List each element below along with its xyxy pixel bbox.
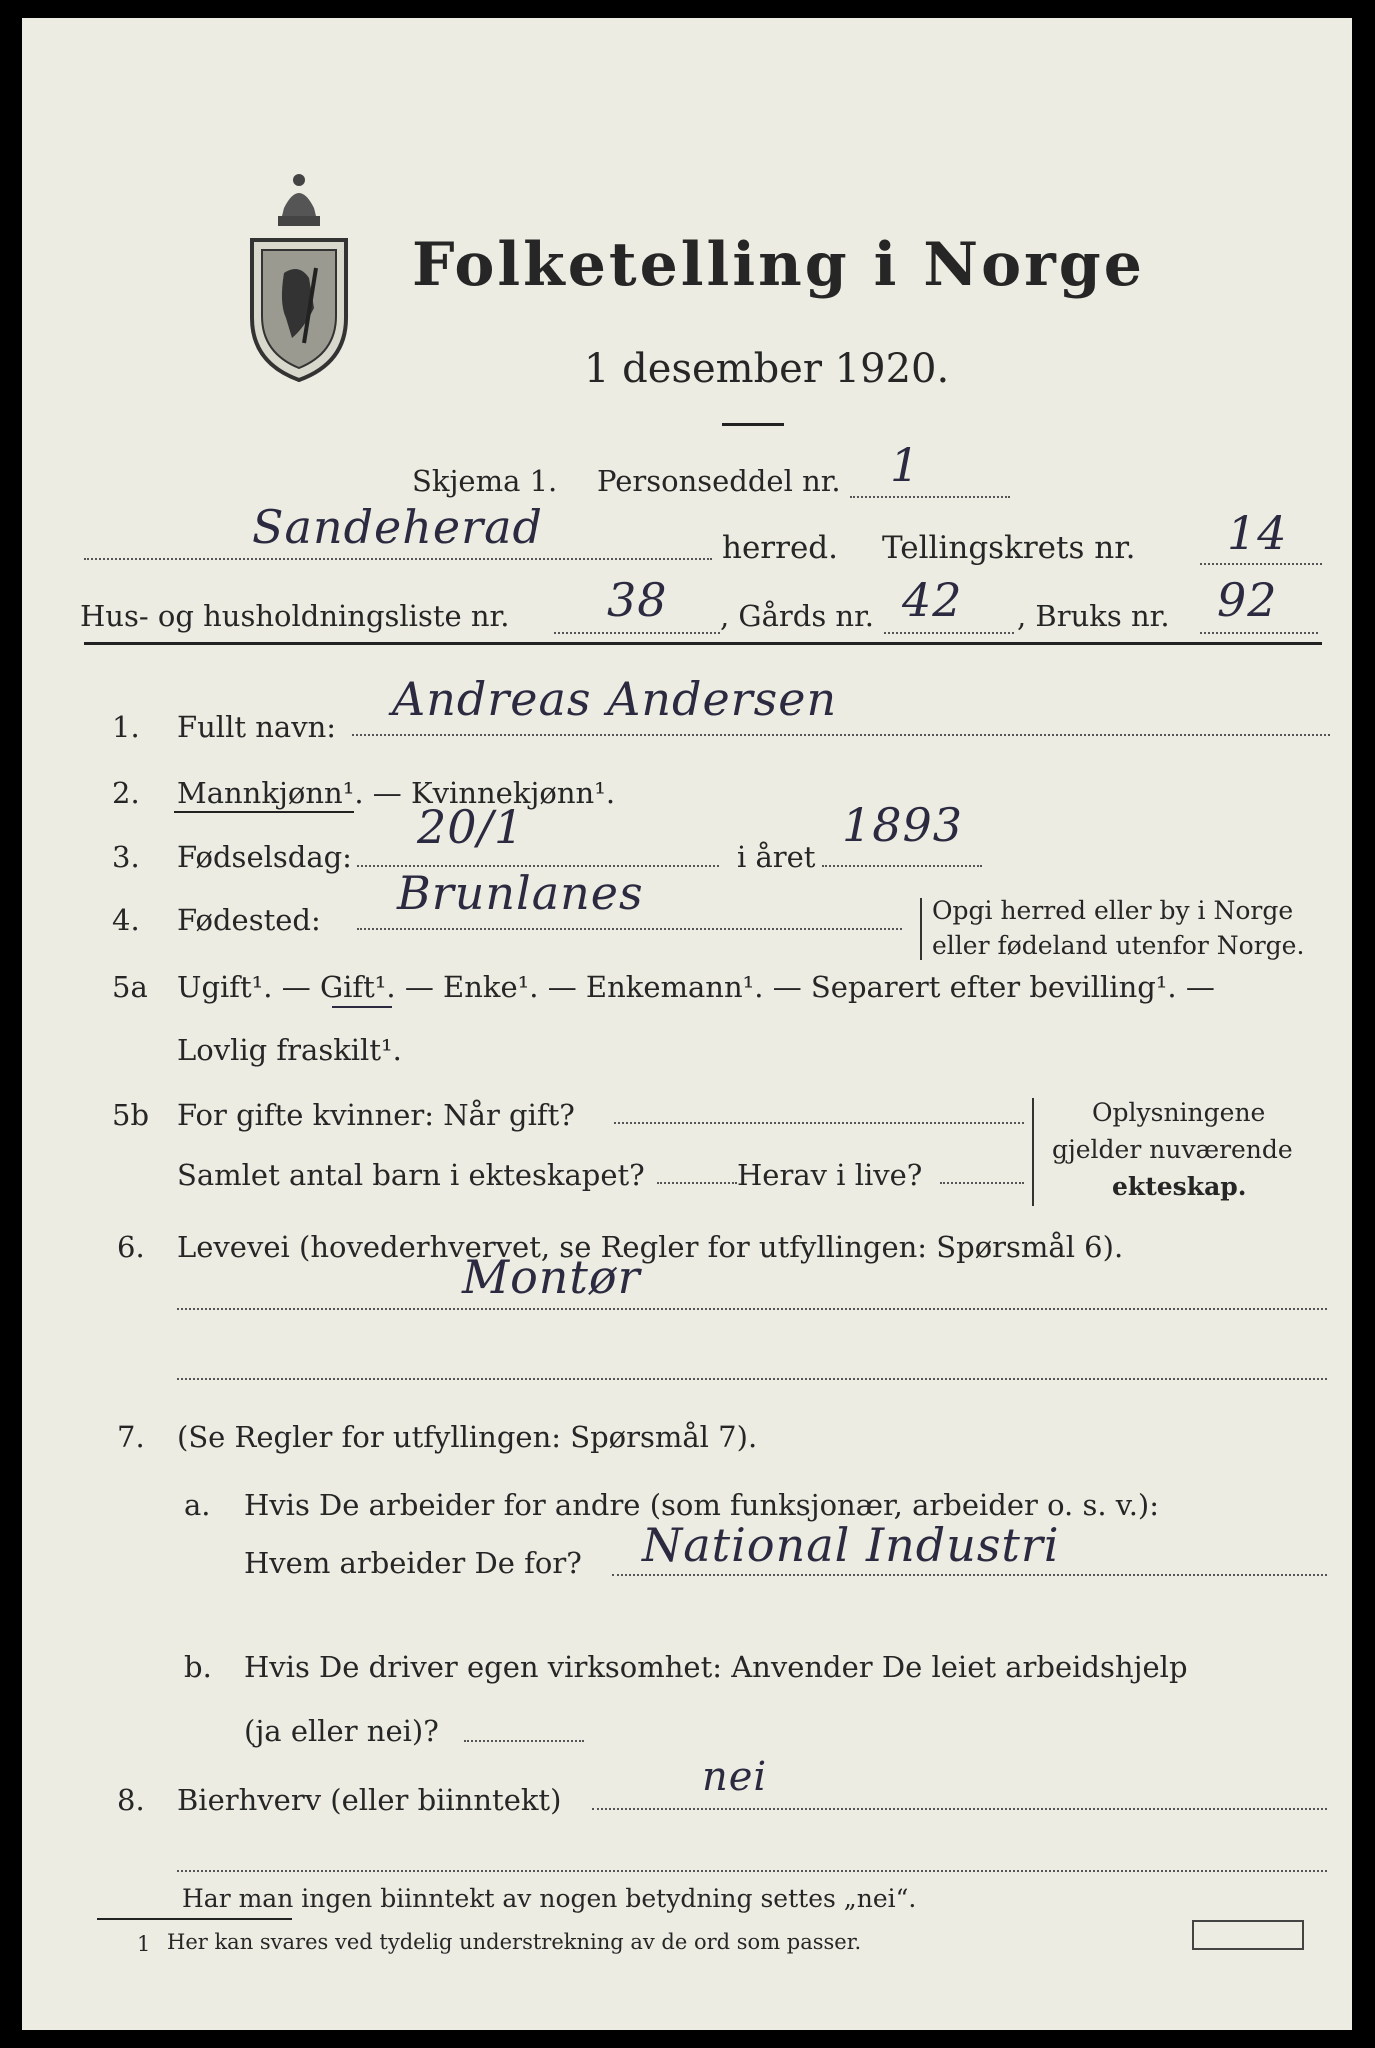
q7a-line [612, 1574, 1327, 1576]
q5b-line1: For gifte kvinner: Når gift? [177, 1098, 575, 1132]
tellingskrets-line [1200, 563, 1322, 565]
q8-value[interactable]: nei [702, 1754, 768, 1800]
q2-number: 2. [112, 776, 140, 810]
q6-line2 [177, 1378, 1327, 1380]
form-title: Folketelling i Norge [412, 230, 1145, 300]
q4-number: 4. [112, 903, 140, 937]
q7a-letter: a. [184, 1488, 211, 1522]
title-divider [722, 423, 784, 426]
herred-label: herred. [722, 530, 838, 566]
q4-note-line1: Opgi herred eller by i Norge [932, 896, 1294, 925]
q4-note-bracket [920, 898, 922, 960]
q3-year-label: i året [737, 840, 816, 874]
q5b-line1-dots [614, 1122, 1024, 1124]
q5b-note-bracket [1032, 1098, 1034, 1206]
census-date: 1 desember 1920. [584, 346, 950, 392]
header-divider [84, 642, 1322, 645]
q4-label: Fødested: [177, 903, 321, 937]
footnote-divider [97, 1918, 292, 1920]
q8-line1 [592, 1808, 1327, 1810]
q7b-line1: Hvis De driver egen virksomhet: Anvender De leiet arbeidshjelp [244, 1650, 1188, 1684]
census-form [22, 18, 1352, 2030]
q7-number: 7. [117, 1420, 145, 1454]
husliste-value[interactable]: 38 [607, 573, 668, 627]
q5b-note-line2: gjelder nuværende [1052, 1135, 1293, 1164]
q5a-line1: Ugift¹. — Gift¹. — Enke¹. — Enkemann¹. — Separert efter bevilling¹. — [177, 970, 1215, 1004]
gards-value[interactable]: 42 [902, 573, 963, 627]
gards-label: , Gårds nr. [720, 599, 874, 633]
q3-value[interactable]: 20/1 [417, 800, 525, 854]
gards-line [884, 632, 1014, 634]
q2-label: Mannkjønn¹. — Kvinnekjønn¹. [177, 776, 616, 810]
skjema-label: Skjema 1. [412, 464, 558, 498]
q7a-line1: Hvis De arbeider for andre (som funksjonær, arbeider o. s. v.): [244, 1488, 1160, 1522]
tellingskrets-value[interactable]: 14 [1227, 506, 1288, 560]
q8-note: Har man ingen biinntekt av nogen betydning settes „nei“. [182, 1884, 917, 1913]
footnote-marker: 1 [137, 1932, 151, 1956]
q5b-line2: Samlet antal barn i ekteskapet? [177, 1158, 645, 1192]
footnote-text: Her kan svares ved tydelig understrekning av de ord som passer. [167, 1930, 862, 1954]
q1-label: Fullt navn: [177, 710, 337, 744]
q6-label: Levevei (hovederhvervet, se Regler for utfyllingen: Spørsmål 6). [177, 1230, 1124, 1264]
q3-year-line [822, 865, 982, 867]
q4-value[interactable]: Brunlanes [397, 866, 644, 920]
q4-note-line2: eller fødeland utenfor Norge. [932, 931, 1305, 960]
q1-number: 1. [112, 710, 140, 744]
q1-line [352, 734, 1330, 736]
q6-value[interactable]: Montør [462, 1250, 641, 1304]
q8-label: Bierhverv (eller biinntekt) [177, 1783, 562, 1817]
q7a-value[interactable]: National Industri [642, 1518, 1060, 1572]
bruks-label: , Bruks nr. [1017, 599, 1170, 633]
personseddel-value[interactable]: 1 [890, 438, 921, 492]
q3-number: 3. [112, 840, 140, 874]
q5b-line2b: Herav i live? [737, 1158, 923, 1192]
q6-line1 [177, 1308, 1327, 1310]
herred-line [84, 558, 712, 560]
q5a-number: 5a [112, 970, 148, 1004]
q5b-note-line1: Oplysningene [1092, 1098, 1266, 1127]
herred-value[interactable]: Sandeherad [252, 500, 543, 554]
husliste-label: Hus- og husholdningsliste nr. [80, 599, 510, 633]
q5b-line2-dots [657, 1182, 737, 1184]
q4-line [357, 928, 902, 930]
q3-year-value[interactable]: 1893 [842, 798, 964, 852]
q7b-line2: (ja eller nei)? [244, 1714, 439, 1748]
q7b-letter: b. [184, 1650, 212, 1684]
q7-label: (Se Regler for utfyllingen: Spørsmål 7). [177, 1420, 758, 1454]
q5a-line2: Lovlig fraskilt¹. [177, 1033, 402, 1067]
q7a-line2: Hvem arbeider De for? [244, 1546, 582, 1580]
personseddel-line [850, 496, 1010, 498]
q1-value[interactable]: Andreas Andersen [392, 672, 838, 726]
bruks-value[interactable]: 92 [1217, 573, 1278, 627]
q3-label: Fødselsdag: [177, 840, 352, 874]
mannkjonn-underline [174, 811, 354, 813]
q7b-line [464, 1740, 584, 1742]
q8-line2 [177, 1870, 1327, 1872]
q5b-note-line3: ekteskap. [1112, 1172, 1247, 1201]
tellingskrets-label: Tellingskrets nr. [882, 530, 1136, 566]
printer-stamp [1192, 1920, 1304, 1950]
q5b-line2b-dots [940, 1182, 1024, 1184]
q5b-number: 5b [112, 1098, 150, 1132]
personseddel-label: Personseddel nr. [597, 464, 841, 498]
husliste-line [554, 632, 720, 634]
q8-number: 8. [117, 1783, 145, 1817]
q6-number: 6. [117, 1230, 145, 1264]
bruks-line [1200, 632, 1318, 634]
gift-underline [332, 1006, 392, 1008]
coat-of-arms-icon [244, 168, 354, 383]
